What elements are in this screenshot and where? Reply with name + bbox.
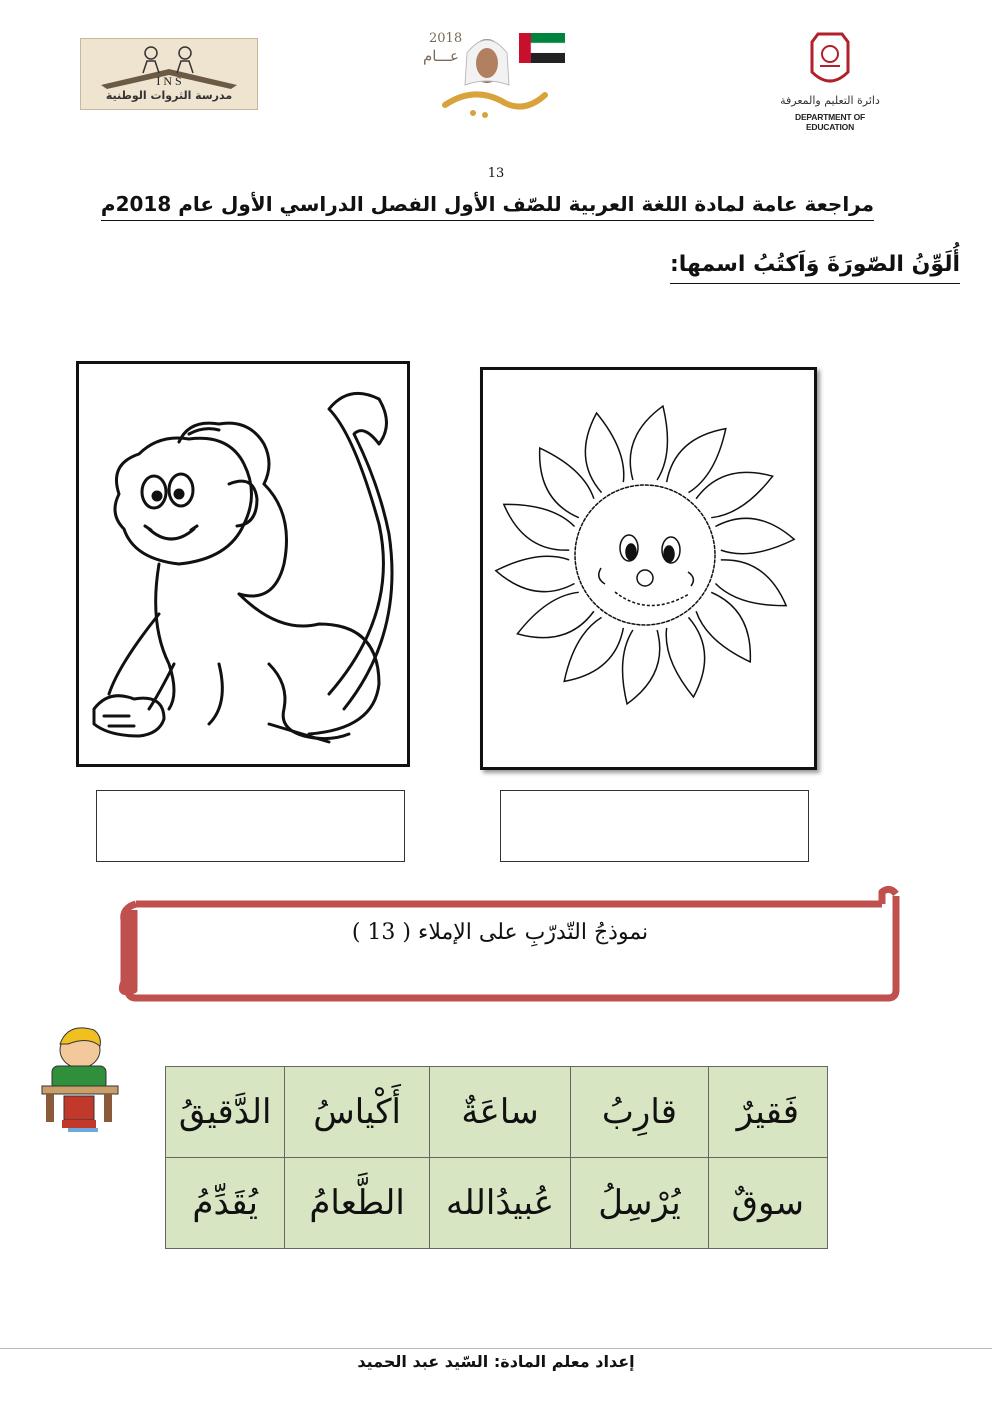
word-cell: يُقَدِّمُ bbox=[166, 1158, 285, 1249]
sun-rays bbox=[496, 406, 794, 704]
word-cell: الطَّعامُ bbox=[285, 1158, 429, 1249]
sun-ray bbox=[630, 406, 667, 480]
word-cell: عُبيدُالله bbox=[429, 1158, 570, 1249]
sun-ray bbox=[517, 592, 594, 637]
sun-coloring-icon bbox=[483, 370, 814, 767]
sun-ray bbox=[496, 556, 575, 591]
answer-box-sun[interactable] bbox=[500, 790, 809, 862]
table-row bbox=[166, 1158, 828, 1249]
school-logo bbox=[80, 38, 258, 110]
footer-divider bbox=[0, 1348, 992, 1349]
footer-author: إعداد معلم المادة: السّيد عبد الحميد bbox=[357, 1352, 635, 1371]
monkey-coloring-icon bbox=[79, 364, 407, 764]
sun-ray bbox=[564, 617, 623, 681]
word-cell: فَقيرٌ bbox=[708, 1067, 827, 1158]
school-name: مدرسة الثروات الوطنية bbox=[105, 89, 233, 102]
department-name-en: DEPARTMENT OF EDUCATION bbox=[795, 112, 865, 132]
sun-ray bbox=[623, 630, 660, 704]
page-title: مراجعة عامة لمادة اللغة العربية للصّف الأول الفصل الدراسي الأول عام 2018م bbox=[101, 192, 874, 221]
year-word: عـــام bbox=[423, 47, 459, 65]
monkey-picture-frame bbox=[76, 361, 410, 767]
instruction-heading: أُلَوِّنُ الصّورَةَ وَاَكتُبُ اسمها: bbox=[670, 252, 960, 284]
svg-text:I N S: I N S bbox=[156, 74, 182, 88]
department-logo bbox=[770, 28, 890, 132]
dictation-exercise-title: نموذجُ التّدرّبِ على الإملاء ( 13 ) bbox=[351, 920, 649, 945]
emblem-icon bbox=[770, 28, 890, 92]
word-cell: ساعَةٌ bbox=[429, 1067, 570, 1158]
sun-ray bbox=[667, 429, 726, 493]
word-cell: قارِبُ bbox=[571, 1067, 708, 1158]
page-number: 13 bbox=[487, 166, 505, 181]
word-cell: يُرْسِلُ bbox=[571, 1158, 708, 1249]
sun-ray bbox=[666, 617, 704, 697]
sun-ray bbox=[696, 472, 773, 517]
student-at-desk-icon bbox=[38, 1022, 124, 1134]
sun-picture-frame bbox=[480, 367, 817, 770]
department-name-ar: دائرة التعليم والمعرفة bbox=[780, 94, 880, 107]
table-row bbox=[166, 1067, 828, 1158]
sun-ray bbox=[504, 504, 575, 550]
answer-box-monkey[interactable] bbox=[96, 790, 405, 862]
year-number: 2018 bbox=[429, 31, 463, 46]
word-cell: الدَّقيقُ bbox=[166, 1067, 285, 1158]
sun-ray bbox=[585, 413, 623, 493]
sun-ray bbox=[715, 560, 786, 606]
word-cell: أَكْياسُ bbox=[285, 1067, 429, 1158]
dictation-words-table bbox=[165, 1066, 828, 1249]
year-of-zayed-logo bbox=[415, 25, 575, 120]
word-cell: سوقٌ bbox=[708, 1158, 827, 1249]
sun-ray bbox=[715, 518, 794, 553]
